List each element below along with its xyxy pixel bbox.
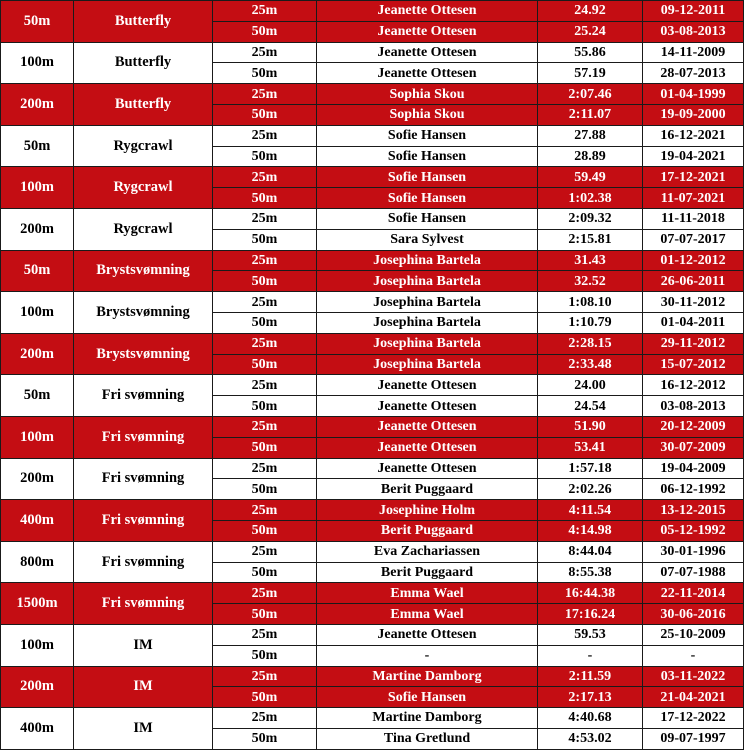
swimmer-name-cell: Sophia Skou <box>317 104 538 125</box>
swimmer-name-cell: Sofie Hansen <box>317 687 538 708</box>
record-row <box>1 375 744 396</box>
distance-cell: 200m <box>1 458 74 500</box>
time-cell: 2:11.07 <box>538 104 643 125</box>
time-cell: 59.53 <box>538 624 643 645</box>
distance-cell: 1500m <box>1 583 74 625</box>
swimmer-name-cell: Josephina Bartela <box>317 250 538 271</box>
time-cell: 27.88 <box>538 125 643 146</box>
pool-cell: 50m <box>213 229 317 250</box>
stroke-cell: Brystsvømning <box>74 292 213 334</box>
time-cell: 59.49 <box>538 167 643 188</box>
swimmer-name-cell: Josephina Bartela <box>317 333 538 354</box>
swimmer-name-cell: Josephina Bartela <box>317 354 538 375</box>
time-cell: 2:07.46 <box>538 84 643 105</box>
record-row <box>1 292 744 313</box>
pool-cell: 25m <box>213 500 317 521</box>
pool-cell: 25m <box>213 458 317 479</box>
time-cell: 55.86 <box>538 42 643 63</box>
pool-cell: 50m <box>213 645 317 666</box>
time-cell: 2:11.59 <box>538 666 643 687</box>
date-cell: 29-11-2012 <box>643 333 744 354</box>
swimmer-name-cell: Sofie Hansen <box>317 167 538 188</box>
time-cell: 24.54 <box>538 396 643 417</box>
swimmer-name-cell: Martine Damborg <box>317 666 538 687</box>
stroke-cell: Brystsvømning <box>74 250 213 292</box>
records-body <box>1 1 744 750</box>
time-cell: - <box>538 645 643 666</box>
pool-cell: 25m <box>213 250 317 271</box>
pool-cell: 50m <box>213 354 317 375</box>
record-row <box>1 333 744 354</box>
pool-cell: 50m <box>213 479 317 500</box>
pool-cell: 25m <box>213 583 317 604</box>
date-cell: 13-12-2015 <box>643 500 744 521</box>
date-cell: 14-11-2009 <box>643 42 744 63</box>
stroke-cell: IM <box>74 624 213 666</box>
swimmer-name-cell: Sofie Hansen <box>317 188 538 209</box>
time-cell: 24.92 <box>538 1 643 22</box>
time-cell: 4:14.98 <box>538 520 643 541</box>
record-row <box>1 541 744 562</box>
date-cell: - <box>643 645 744 666</box>
time-cell: 51.90 <box>538 416 643 437</box>
time-cell: 16:44.38 <box>538 583 643 604</box>
time-cell: 2:33.48 <box>538 354 643 375</box>
time-cell: 1:02.38 <box>538 188 643 209</box>
swimmer-name-cell: Jeanette Ottesen <box>317 437 538 458</box>
distance-cell: 800m <box>1 541 74 583</box>
swimmer-name-cell: - <box>317 645 538 666</box>
time-cell: 1:10.79 <box>538 312 643 333</box>
swimmer-name-cell: Berit Puggaard <box>317 562 538 583</box>
stroke-cell: IM <box>74 666 213 708</box>
pool-cell: 25m <box>213 1 317 22</box>
swimmer-name-cell: Jeanette Ottesen <box>317 416 538 437</box>
date-cell: 30-11-2012 <box>643 292 744 313</box>
swimmer-name-cell: Jeanette Ottesen <box>317 63 538 84</box>
pool-cell: 25m <box>213 42 317 63</box>
date-cell: 07-07-1988 <box>643 562 744 583</box>
date-cell: 16-12-2012 <box>643 375 744 396</box>
swimmer-name-cell: Josephine Holm <box>317 500 538 521</box>
date-cell: 17-12-2022 <box>643 708 744 729</box>
swimmer-name-cell: Josephina Bartela <box>317 312 538 333</box>
time-cell: 1:57.18 <box>538 458 643 479</box>
time-cell: 2:15.81 <box>538 229 643 250</box>
stroke-cell: Fri svømning <box>74 375 213 417</box>
pool-cell: 25m <box>213 208 317 229</box>
date-cell: 19-04-2009 <box>643 458 744 479</box>
record-row <box>1 416 744 437</box>
date-cell: 03-08-2013 <box>643 21 744 42</box>
time-cell: 8:55.38 <box>538 562 643 583</box>
distance-cell: 100m <box>1 624 74 666</box>
pool-cell: 25m <box>213 125 317 146</box>
swimmer-name-cell: Sofie Hansen <box>317 125 538 146</box>
date-cell: 21-04-2021 <box>643 687 744 708</box>
distance-cell: 100m <box>1 292 74 334</box>
time-cell: 28.89 <box>538 146 643 167</box>
swimmer-name-cell: Emma Wael <box>317 583 538 604</box>
distance-cell: 50m <box>1 250 74 292</box>
pool-cell: 50m <box>213 146 317 167</box>
stroke-cell: Fri svømning <box>74 541 213 583</box>
date-cell: 17-12-2021 <box>643 167 744 188</box>
date-cell: 15-07-2012 <box>643 354 744 375</box>
pool-cell: 50m <box>213 728 317 749</box>
swimmer-name-cell: Josephina Bartela <box>317 271 538 292</box>
distance-cell: 100m <box>1 167 74 209</box>
record-row <box>1 208 744 229</box>
time-cell: 2:09.32 <box>538 208 643 229</box>
distance-cell: 200m <box>1 333 74 375</box>
swimmer-name-cell: Berit Puggaard <box>317 479 538 500</box>
pool-cell: 25m <box>213 333 317 354</box>
pool-cell: 25m <box>213 666 317 687</box>
pool-cell: 50m <box>213 104 317 125</box>
time-cell: 8:44.04 <box>538 541 643 562</box>
distance-cell: 100m <box>1 416 74 458</box>
swimmer-name-cell: Josephina Bartela <box>317 292 538 313</box>
stroke-cell: Rygcrawl <box>74 208 213 250</box>
record-row <box>1 1 744 22</box>
pool-cell: 50m <box>213 312 317 333</box>
stroke-cell: Fri svømning <box>74 458 213 500</box>
stroke-cell: Rygcrawl <box>74 167 213 209</box>
stroke-cell: Rygcrawl <box>74 125 213 167</box>
date-cell: 05-12-1992 <box>643 520 744 541</box>
date-cell: 09-07-1997 <box>643 728 744 749</box>
time-cell: 2:02.26 <box>538 479 643 500</box>
swimmer-name-cell: Eva Zachariassen <box>317 541 538 562</box>
stroke-cell: Butterfly <box>74 84 213 126</box>
pool-cell: 50m <box>213 271 317 292</box>
pool-cell: 25m <box>213 708 317 729</box>
date-cell: 06-12-1992 <box>643 479 744 500</box>
time-cell: 31.43 <box>538 250 643 271</box>
pool-cell: 50m <box>213 562 317 583</box>
distance-cell: 50m <box>1 125 74 167</box>
swimmer-name-cell: Emma Wael <box>317 604 538 625</box>
record-row <box>1 84 744 105</box>
time-cell: 57.19 <box>538 63 643 84</box>
stroke-cell: Butterfly <box>74 42 213 84</box>
pool-cell: 25m <box>213 167 317 188</box>
swimmer-name-cell: Jeanette Ottesen <box>317 458 538 479</box>
swimmer-name-cell: Jeanette Ottesen <box>317 396 538 417</box>
pool-cell: 50m <box>213 437 317 458</box>
time-cell: 4:11.54 <box>538 500 643 521</box>
distance-cell: 400m <box>1 708 74 750</box>
date-cell: 19-09-2000 <box>643 104 744 125</box>
record-row <box>1 167 744 188</box>
pool-cell: 50m <box>213 188 317 209</box>
date-cell: 11-11-2018 <box>643 208 744 229</box>
pool-cell: 25m <box>213 375 317 396</box>
stroke-cell: Butterfly <box>74 1 213 43</box>
record-row <box>1 666 744 687</box>
date-cell: 26-06-2011 <box>643 271 744 292</box>
pool-cell: 50m <box>213 687 317 708</box>
distance-cell: 200m <box>1 84 74 126</box>
time-cell: 53.41 <box>538 437 643 458</box>
pool-cell: 25m <box>213 292 317 313</box>
record-row <box>1 500 744 521</box>
date-cell: 30-01-1996 <box>643 541 744 562</box>
record-row <box>1 624 744 645</box>
distance-cell: 100m <box>1 42 74 84</box>
swimmer-name-cell: Jeanette Ottesen <box>317 21 538 42</box>
record-row <box>1 458 744 479</box>
time-cell: 17:16.24 <box>538 604 643 625</box>
record-row <box>1 583 744 604</box>
pool-cell: 50m <box>213 396 317 417</box>
distance-cell: 50m <box>1 1 74 43</box>
stroke-cell: Fri svømning <box>74 416 213 458</box>
distance-cell: 200m <box>1 666 74 708</box>
record-row <box>1 250 744 271</box>
pool-cell: 25m <box>213 541 317 562</box>
record-row <box>1 708 744 729</box>
pool-cell: 50m <box>213 520 317 541</box>
swimmer-name-cell: Sofie Hansen <box>317 208 538 229</box>
time-cell: 24.00 <box>538 375 643 396</box>
stroke-cell: Brystsvømning <box>74 333 213 375</box>
swimmer-name-cell: Sofie Hansen <box>317 146 538 167</box>
record-row <box>1 125 744 146</box>
time-cell: 4:40.68 <box>538 708 643 729</box>
swimmer-name-cell: Berit Puggaard <box>317 520 538 541</box>
pool-cell: 25m <box>213 84 317 105</box>
date-cell: 01-04-1999 <box>643 84 744 105</box>
pool-cell: 50m <box>213 63 317 84</box>
time-cell: 2:28.15 <box>538 333 643 354</box>
time-cell: 1:08.10 <box>538 292 643 313</box>
stroke-cell: Fri svømning <box>74 500 213 542</box>
date-cell: 20-12-2009 <box>643 416 744 437</box>
time-cell: 2:17.13 <box>538 687 643 708</box>
swimmer-name-cell: Jeanette Ottesen <box>317 1 538 22</box>
stroke-cell: Fri svømning <box>74 583 213 625</box>
date-cell: 03-08-2013 <box>643 396 744 417</box>
date-cell: 07-07-2017 <box>643 229 744 250</box>
swimmer-name-cell: Sophia Skou <box>317 84 538 105</box>
record-row <box>1 42 744 63</box>
date-cell: 03-11-2022 <box>643 666 744 687</box>
swimmer-name-cell: Martine Damborg <box>317 708 538 729</box>
date-cell: 22-11-2014 <box>643 583 744 604</box>
date-cell: 01-04-2011 <box>643 312 744 333</box>
date-cell: 16-12-2021 <box>643 125 744 146</box>
swimmer-name-cell: Jeanette Ottesen <box>317 42 538 63</box>
stroke-cell: IM <box>74 708 213 750</box>
pool-cell: 50m <box>213 21 317 42</box>
time-cell: 4:53.02 <box>538 728 643 749</box>
date-cell: 30-07-2009 <box>643 437 744 458</box>
swimmer-name-cell: Tina Gretlund <box>317 728 538 749</box>
pool-cell: 50m <box>213 604 317 625</box>
distance-cell: 400m <box>1 500 74 542</box>
date-cell: 09-12-2011 <box>643 1 744 22</box>
date-cell: 11-07-2021 <box>643 188 744 209</box>
date-cell: 25-10-2009 <box>643 624 744 645</box>
pool-cell: 25m <box>213 624 317 645</box>
swimmer-name-cell: Sara Sylvest <box>317 229 538 250</box>
distance-cell: 200m <box>1 208 74 250</box>
distance-cell: 50m <box>1 375 74 417</box>
time-cell: 32.52 <box>538 271 643 292</box>
date-cell: 01-12-2012 <box>643 250 744 271</box>
pool-cell: 25m <box>213 416 317 437</box>
date-cell: 19-04-2021 <box>643 146 744 167</box>
swimmer-name-cell: Jeanette Ottesen <box>317 624 538 645</box>
date-cell: 28-07-2013 <box>643 63 744 84</box>
time-cell: 25.24 <box>538 21 643 42</box>
date-cell: 30-06-2016 <box>643 604 744 625</box>
swimmer-name-cell: Jeanette Ottesen <box>317 375 538 396</box>
